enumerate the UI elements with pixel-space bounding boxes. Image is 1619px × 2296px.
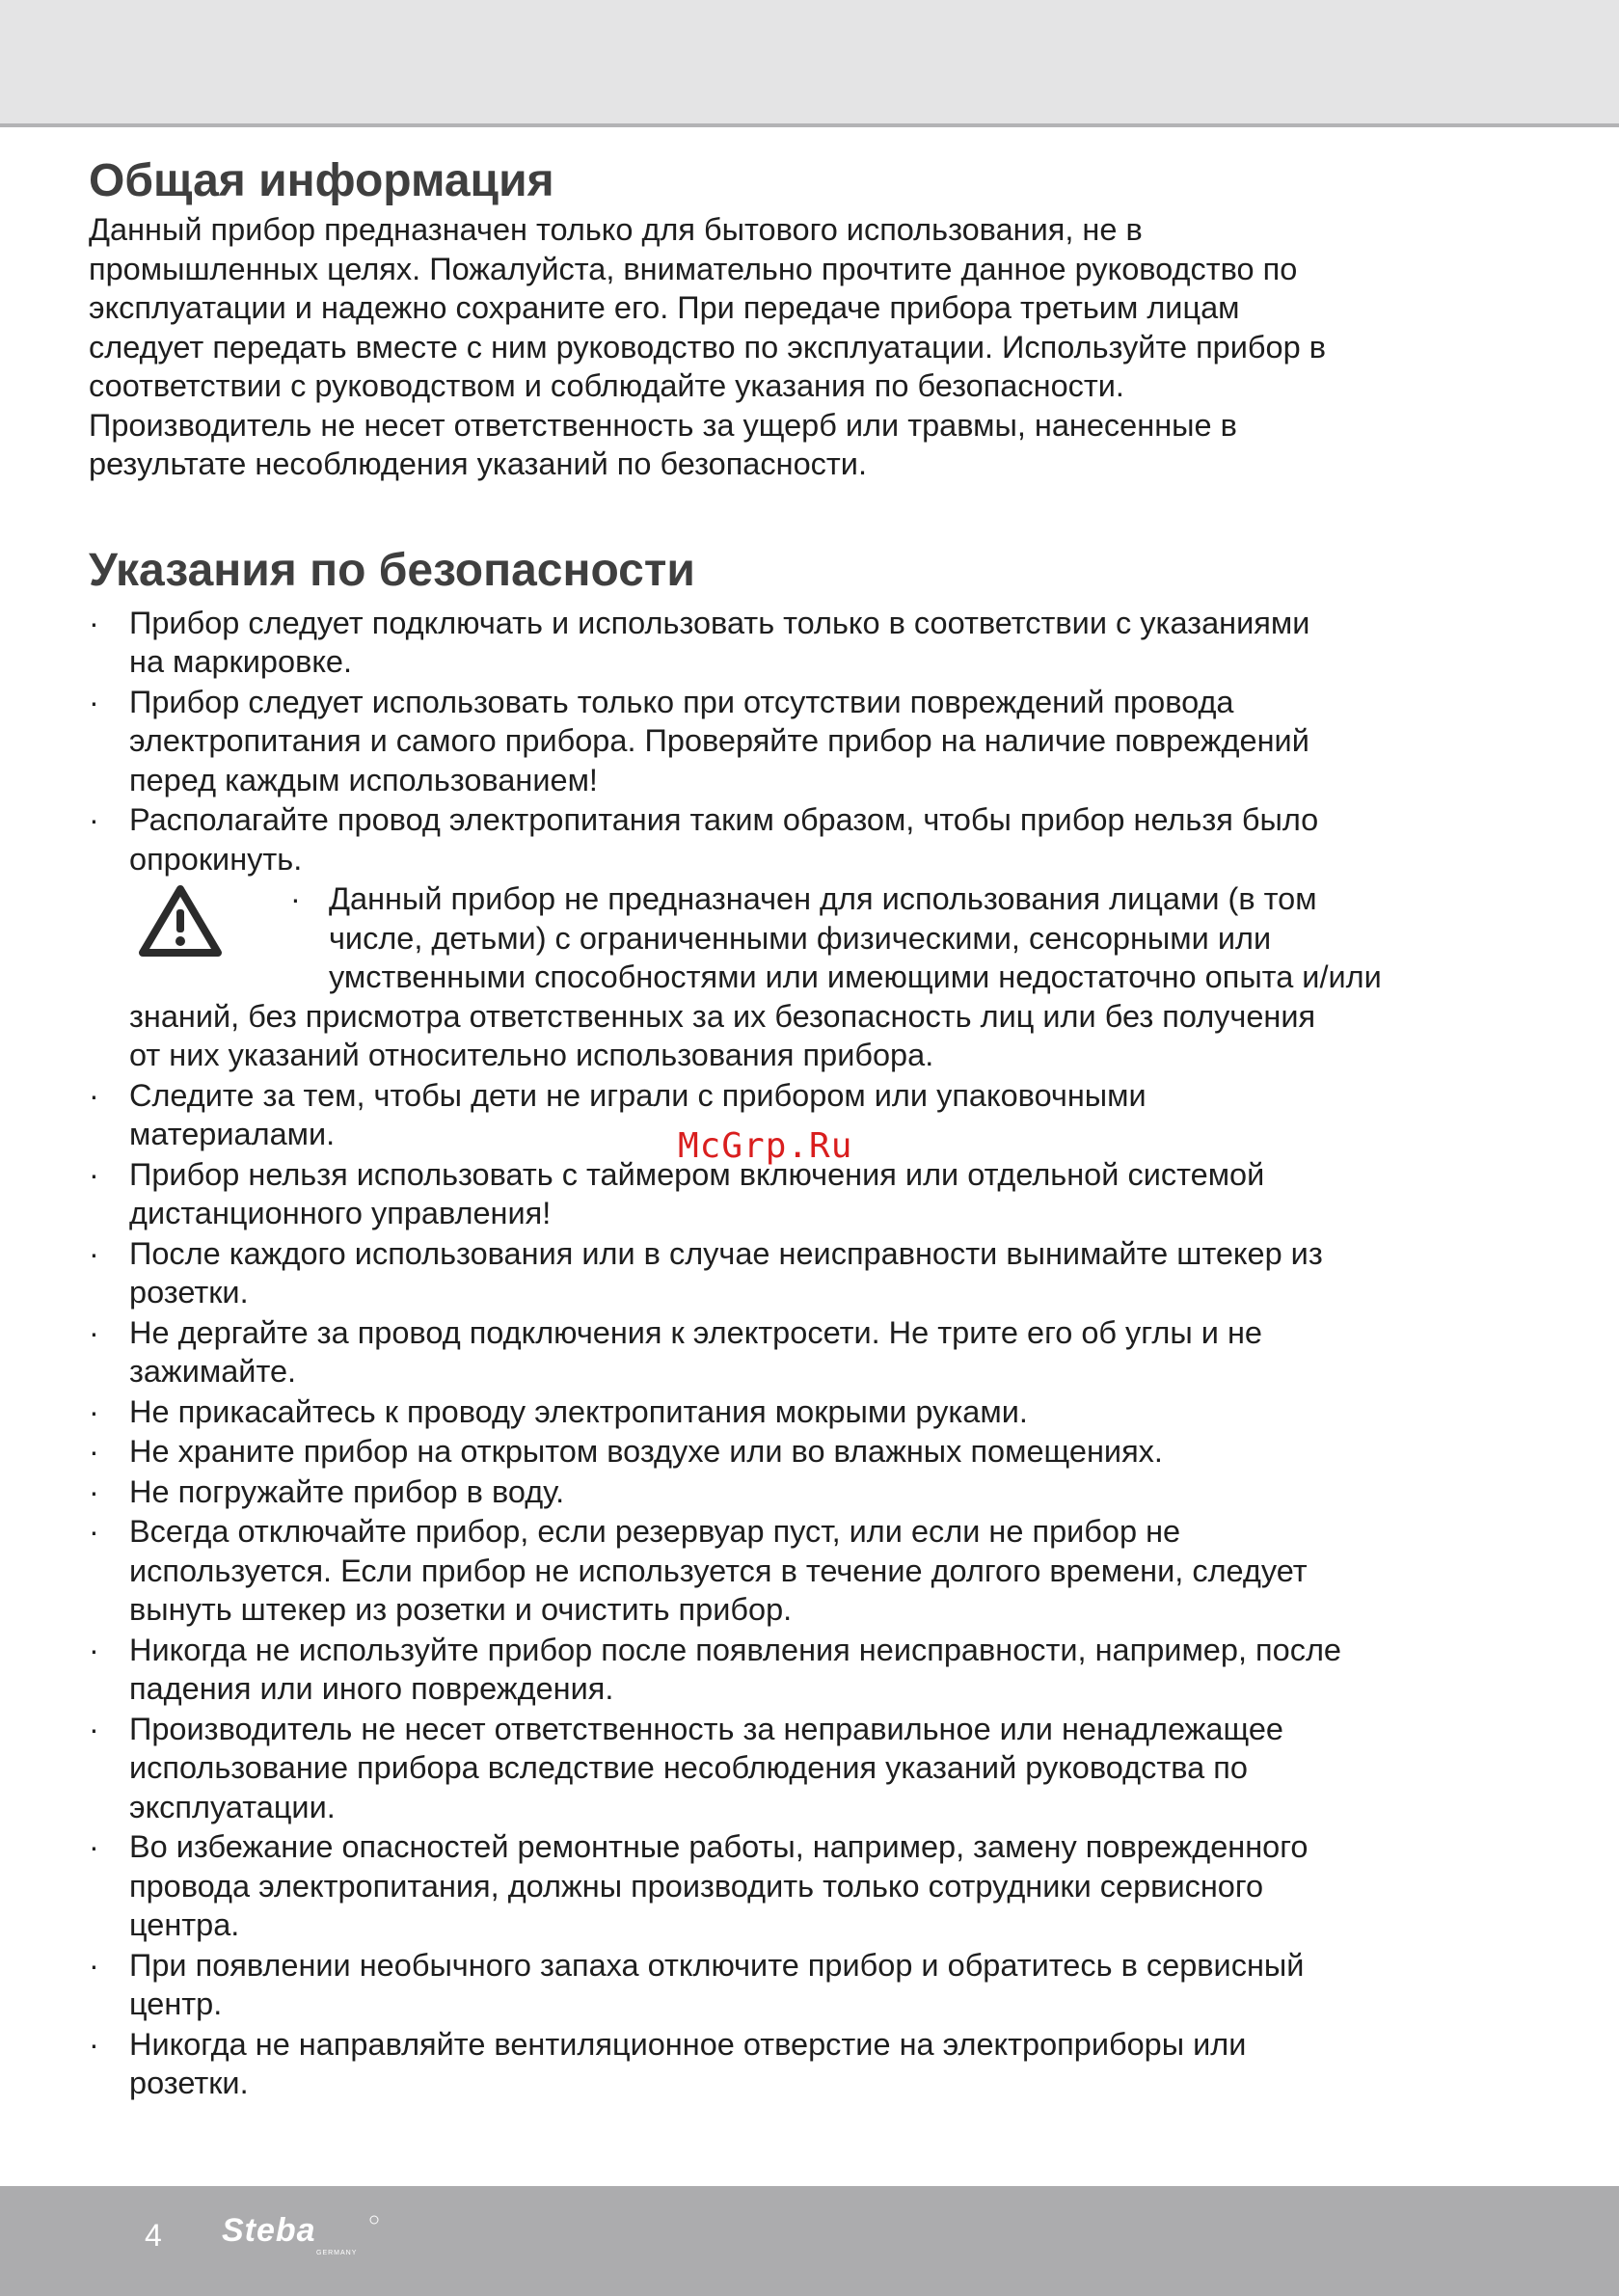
text-line: использование прибора вследствие несоблюдения указаний руководства по [129,1750,1248,1785]
safety-list-bottom [89,1076,1468,2103]
warning-full-lines [129,997,1468,1075]
bullet-marker: · [89,1156,99,1192]
safety-list-item [89,1472,1468,1512]
text-line: Производитель не несет ответственность за ущерб или травмы, нанесенные в [89,407,1237,443]
bullet-marker: · [89,2026,99,2062]
safety-list-item [89,683,1468,800]
safety-list-item [89,1392,1468,1432]
text-line: знаний, без присмотра ответственных за их безопасность лиц или без получения [129,998,1316,1034]
bullet-marker: · [89,684,99,719]
text-line: Никогда не направляйте вентиляционное отверстие на электроприборы или [129,2026,1247,2062]
text-line: Не прикасайтесь к проводу электропитания мокрыми руками. [129,1393,1028,1429]
bullet-marker: · [89,1235,99,1271]
bullet-marker: · [89,605,99,640]
text-line: числе, детьми) с ограниченными физическими, сенсорными или [329,920,1272,956]
warning-item [89,879,1468,1075]
text-line: опрокинуть. [129,841,303,877]
safety-list-item [89,1432,1468,1472]
safety-list-item [89,800,1468,878]
bullet-marker: · [89,1434,99,1469]
bullet-marker: · [89,1077,99,1113]
text-line: следует передать вместе с ним руководство по эксплуатации. Используйте прибор в [89,329,1326,365]
bullet-marker: · [89,802,99,837]
text-line: При появлении необычного запаха отключите прибор и обратитесь в сервисный [129,1947,1305,1983]
text-line: используется. Если прибор не используется в течение долгого времени, следует [129,1553,1308,1588]
text-line: результате несоблюдения указаний по безопасности. [89,446,867,481]
text-line: Во избежание опасностей ремонтные работы, например, замену поврежденного [129,1829,1309,1864]
steba-logo [220,2212,384,2260]
general-info-paragraph [89,210,1468,484]
text-line: розетки. [129,2066,249,2100]
bullet-marker: · [89,1947,99,1983]
watermark: McGrp.Ru [678,1126,853,1166]
text-line: Прибор нельзя использовать с таймером включения или отдельной системой [129,1156,1265,1192]
text-line: умственными способностями или имеющими недостаточно опыта и/или [329,959,1382,994]
text-line: Располагайте провод электропитания таким образом, чтобы прибор нельзя было [129,802,1319,837]
text-line: эксплуатации. [129,1789,336,1824]
text-line: вынуть штекер из розетки и очистить прибор. [129,1592,793,1627]
text-line: центра. [129,1907,240,1942]
safety-list-item [89,1155,1468,1233]
bullet-marker: · [89,1829,99,1864]
text-line: Никогда не используйте прибор после появления неисправности, например, после [129,1632,1341,1667]
safety-list-item [89,1946,1468,2024]
general-info-heading: Общая информация [89,155,554,206]
text-line: падения или иного повреждения. [129,1671,614,1706]
text-line: дистанционного управления! [129,1196,552,1230]
safety-list-item [89,604,1468,682]
text-line: соответствии с руководством и соблюдайте указания по безопасности. [89,368,1124,403]
safety-list-top [89,604,1468,879]
text-line: электропитания и самого прибора. Проверяйте прибор на наличие повреждений [129,723,1309,758]
text-line: Прибор следует подключать и использовать только в соответствии с указаниями [129,605,1310,640]
text-line: перед каждым использованием! [129,762,598,797]
safety-list-item [89,1631,1468,1709]
text-line: Не дергайте за провод подключения к электросети. Не трите его об углы и не [129,1314,1262,1350]
text-line: материалами. [129,1117,336,1151]
safety-list-item [89,1827,1468,1945]
safety-list-item [89,1313,1468,1391]
bullet-marker: · [89,1393,99,1429]
header-band [0,0,1619,127]
text-line: Не храните прибор на открытом воздухе или во влажных помещениях. [129,1434,1163,1469]
text-line: Не погружайте прибор в воду. [129,1473,565,1509]
safety-list-item [89,2025,1468,2103]
text-line: промышленных целях. Пожалуйста, внимательно прочтите данное руководство по [89,251,1298,286]
bullet-marker: · [89,1473,99,1509]
text-line: После каждого использования или в случае неисправности вынимайте штекер из [129,1235,1323,1271]
text-line: на маркировке. [129,644,353,679]
text-line: Следите за тем, чтобы дети не играли с прибором или упаковочными [129,1077,1147,1113]
bullet-marker: · [89,1514,99,1549]
text-line: центр. [129,1986,223,2021]
text-line: Данный прибор предназначен только для бытового использования, не в [89,212,1143,247]
safety-list-item [89,1710,1468,1827]
text-line: зажимайте. [129,1354,297,1389]
page-number: 4 [145,2218,162,2253]
svg-text:Steba: Steba [222,2212,316,2249]
bullet-marker: · [89,1314,99,1350]
text-line: Данный прибор не предназначен для использования лицами (в том [329,881,1317,916]
text-line: розетки. [129,1275,249,1310]
svg-text:GERMANY: GERMANY [316,2250,358,2256]
bullet-marker: · [290,881,301,916]
text-line: от них указаний относительно использования прибора. [129,1038,934,1072]
bullet-marker: · [89,1711,99,1746]
warning-indented-lines [129,879,1468,997]
bullet-marker: · [89,1632,99,1667]
safety-heading: Указания по безопасности [89,544,695,596]
text-line: Всегда отключайте прибор, если резервуар пуст, или если не прибор не [129,1514,1181,1549]
text-line: провода электропитания, должны производить только сотрудники сервисного [129,1868,1264,1904]
safety-list-item [89,1234,1468,1312]
safety-list-item [89,1512,1468,1630]
text-line: Производитель не несет ответственность за неправильное или ненадлежащее [129,1711,1284,1746]
text-line: эксплуатации и надежно сохраните его. При передаче прибора третьим лицам [89,290,1240,325]
text-line: Прибор следует использовать только при отсутствии повреждений провода [129,684,1234,719]
